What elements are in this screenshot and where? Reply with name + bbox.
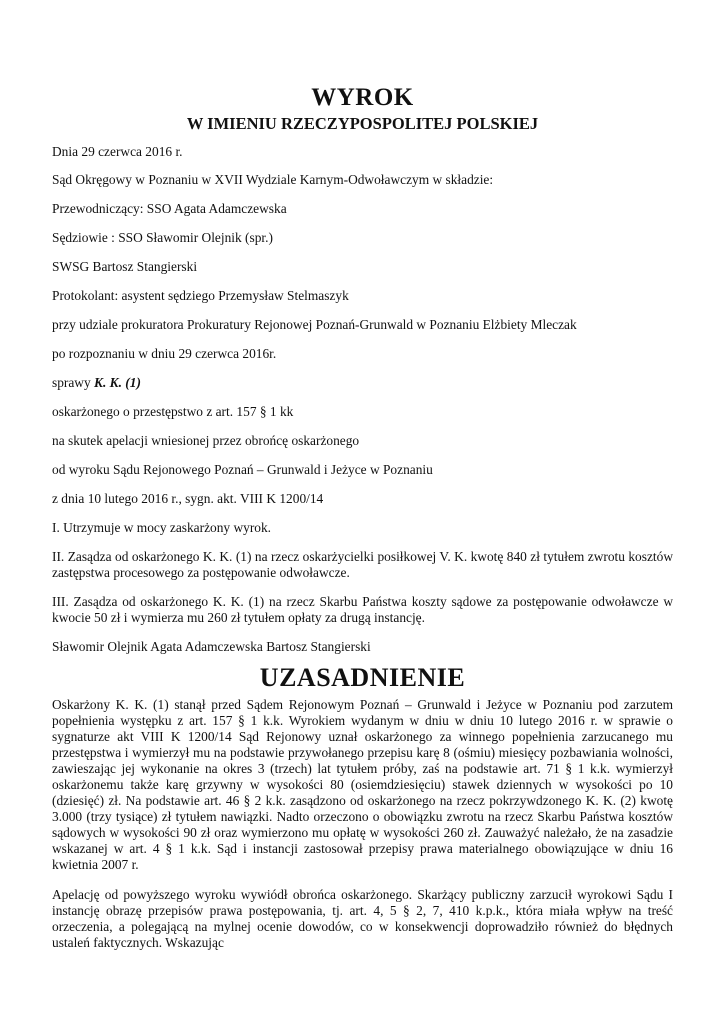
court-line: Sąd Okręgowy w Poznaniu w XVII Wydziale Karnym-Odwoławczym w składzie: — [52, 172, 494, 187]
clerk-line: Protokolant: asystent sędziego Przemysław Stelmaszyk — [52, 288, 349, 303]
case-line — [52, 375, 673, 391]
justification-paragraph-1: Oskarżony K. K. (1) stanął przed Sądem Rejonowym Poznań – Grunwald i Jeżyce w Poznaniu pod zarzutem popełnienia występku z art. 157 § 1 k.k. Wyrokiem wydanym w dniu w dniu 10 lutego 2016 r. w sprawie o sygnaturze akt VIII K 1200/14 Sąd Rejonowy uznał oskarżonego za winnego popełnienia zarzucanego mu przestępstwa i wymierzył mu na podstawie przywołanego przepisu karę 8 (ośmiu) miesięcy pozbawiania wolności, zawieszając jej wykonanie na okres 3 (trzech) lat tytułem próby, zaś na podstawie art. 71 § 1 k.k. wymierzył oskarżonemu także karę grzywny w wysokości 80 (osiemdziesięciu) stawek dziennych w wysokości po 10 (dziesięć) zł. Na podstawie art. 46 § 2 k.k. zasądzono od oskarżonego na rzecz pokrzywdzonego K. K. (2) kwotę 3.000 (trzy tysiące) zł tytułem nawiązki. Nadto orzeczono o obowiązku zwrotu na rzecz Skarbu Państwa kosztów sądowych w wysokości 90 zł oraz wymierzono mu opłatę w wysokości 260 zł. Zauważyć należało, że na zasadzie wskazanej w art. 4 § 1 k.k. Sąd i instancji zastosował przepisy prawa materialnego obowiązujące w dniu 16 kwietnia 2007 r. — [52, 697, 673, 872]
document-title: WYROK — [311, 84, 414, 111]
case-party: K. K. (1) — [94, 375, 141, 390]
judges-line: Sędziowie : SSO Sławomir Olejnik (spr.) — [52, 230, 273, 245]
document-page — [52, 84, 673, 951]
justification-heading: UZASADNIENIE — [259, 663, 466, 692]
from-judgment-line: od wyroku Sądu Rejonowego Poznań – Grunwald i Jeżyce w Poznaniu — [52, 462, 433, 477]
hearing-line: po rozpoznaniu w dniu 29 czerwca 2016r. — [52, 346, 277, 361]
judge2-line: SWSG Bartosz Stangierski — [52, 259, 198, 274]
document-subtitle: W IMIENIU RZECZYPOSPOLITEJ POLSKIEJ — [186, 114, 539, 133]
case-prefix: sprawy — [52, 375, 95, 390]
charge-line: oskarżonego o przestępstwo z art. 157 § 1 kk — [52, 404, 294, 419]
ruling-3: III. Zasądza od oskarżonego K. K. (1) na rzecz Skarbu Państwa koszty sądowe za postępowanie odwoławcze w kwocie 50 zł i wymierza mu 260 zł tytułem opłaty za drugą instancję. — [52, 594, 673, 625]
signatures-line: Sławomir Olejnik Agata Adamczewska Bartosz Stangierski — [52, 639, 371, 654]
prosecutor-line: przy udziale prokuratora Prokuratury Rejonowej Poznań-Grunwald w Poznaniu Elżbiety Mleczak — [52, 317, 577, 332]
ruling-1: I. Utrzymuje w mocy zaskarżony wyrok. — [52, 520, 272, 535]
justification-paragraph-2: Apelację od powyższego wyroku wywiódł obrońca oskarżonego. Skarżący publiczny zarzucił wyrokowi Sądu I instancję obrazę przepisów prawa postępowania, tj. art. 4, 5 § 2, 7, 410 k.p.k., która miała wpływ na treść orzeczenia, a polegającą na mylnej ocenie dowodów, co w konsekwencji doprowadziło również do błędnych ustaleń faktycznych. Wskazując — [52, 887, 673, 950]
date-line: Dnia 29 czerwca 2016 r. — [52, 144, 183, 159]
appeal-line: na skutek apelacji wniesionej przez obrońcę oskarżonego — [52, 433, 360, 448]
judgment-date-line: z dnia 10 lutego 2016 r., sygn. akt. VIII K 1200/14 — [52, 491, 324, 506]
ruling-2: II. Zasądza od oskarżonego K. K. (1) na rzecz oskarżycielki posiłkowej V. K. kwotę 840 zł tytułem zwrotu kosztów zastępstwa procesowego za postępowanie odwoławcze. — [52, 549, 673, 580]
chair-line: Przewodniczący: SSO Agata Adamczewska — [52, 201, 287, 216]
